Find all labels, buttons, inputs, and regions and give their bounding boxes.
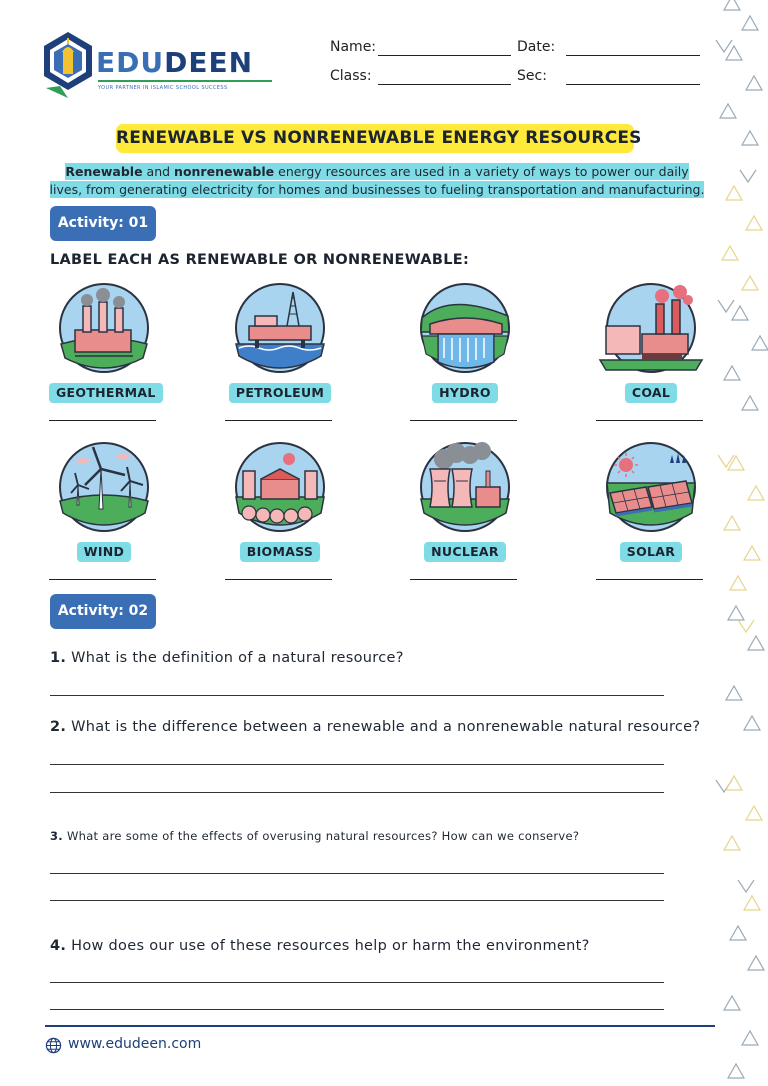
wind-turbine-icon	[49, 441, 159, 535]
answer-line[interactable]	[50, 764, 664, 765]
class-field[interactable]	[378, 84, 511, 85]
dam-icon	[410, 282, 520, 376]
brand-tagline: YOUR PARTNER IN ISLAMIC SCHOOL SUCCESS	[98, 85, 228, 91]
name-label: Name:	[330, 39, 377, 55]
oil-rig-icon	[225, 282, 335, 376]
sec-field[interactable]	[566, 84, 700, 85]
answer-line[interactable]	[49, 420, 156, 421]
card-label: COAL	[596, 382, 706, 403]
geothermal-icon	[49, 282, 159, 376]
activity-1-badge: Activity: 01	[50, 206, 156, 241]
answer-line[interactable]	[50, 695, 664, 696]
footer-divider	[45, 1025, 715, 1027]
card-label: GEOTHERMAL	[49, 382, 159, 403]
intro-paragraph: Renewable and nonrenewable energy resources are used in a variety of ways to power our daily lives, from generating electricity for homes and businesses to fueling transportation and manufacturing.	[49, 164, 705, 197]
decorative-triangle-pattern	[712, 0, 768, 1086]
sec-label: Sec:	[517, 68, 547, 84]
card-label: NUCLEAR	[410, 541, 520, 562]
mosque-hexagon-icon	[38, 28, 98, 100]
nuclear-plant-icon	[410, 441, 520, 535]
question-4: 4. How does our use of these resources help or harm the environment?	[50, 938, 590, 954]
answer-line[interactable]	[50, 873, 664, 874]
answer-line[interactable]	[596, 579, 703, 580]
answer-line[interactable]	[225, 579, 332, 580]
edudeen-logo	[38, 28, 254, 104]
card-label: BIOMASS	[225, 541, 335, 562]
question-1: 1. What is the definition of a natural resource?	[50, 650, 404, 666]
worksheet-title: RENEWABLE VS NONRENEWABLE ENERGY RESOURCES	[116, 124, 634, 153]
biomass-icon	[225, 441, 335, 535]
answer-line[interactable]	[410, 420, 517, 421]
brand-underline	[98, 80, 272, 82]
globe-icon	[45, 1037, 62, 1054]
card-label: HYDRO	[410, 382, 520, 403]
answer-line[interactable]	[50, 792, 664, 793]
answer-line[interactable]	[596, 420, 703, 421]
website-link[interactable]: www.edudeen.com	[68, 1036, 202, 1052]
answer-line[interactable]	[50, 900, 664, 901]
answer-line[interactable]	[50, 1009, 664, 1010]
answer-line[interactable]	[410, 579, 517, 580]
brand-name: EDUDEEN	[96, 46, 254, 79]
question-3: 3. What are some of the effects of overusing natural resources? How can we conserve?	[50, 829, 580, 843]
date-field[interactable]	[566, 55, 700, 56]
name-field[interactable]	[378, 55, 511, 56]
solar-panel-icon	[596, 441, 706, 535]
card-label: SOLAR	[596, 541, 706, 562]
class-label: Class:	[330, 68, 372, 84]
card-label: PETROLEUM	[225, 382, 335, 403]
date-label: Date:	[517, 39, 556, 55]
card-label: WIND	[49, 541, 159, 562]
answer-line[interactable]	[50, 982, 664, 983]
answer-line[interactable]	[49, 579, 156, 580]
coal-plant-icon	[596, 282, 706, 376]
answer-line[interactable]	[225, 420, 332, 421]
activity-2-badge: Activity: 02	[50, 594, 156, 629]
activity-1-instruction: LABEL EACH AS RENEWABLE OR NONRENEWABLE:	[50, 252, 470, 268]
question-2: 2. What is the difference between a renewable and a nonrenewable natural resource?	[50, 719, 701, 735]
